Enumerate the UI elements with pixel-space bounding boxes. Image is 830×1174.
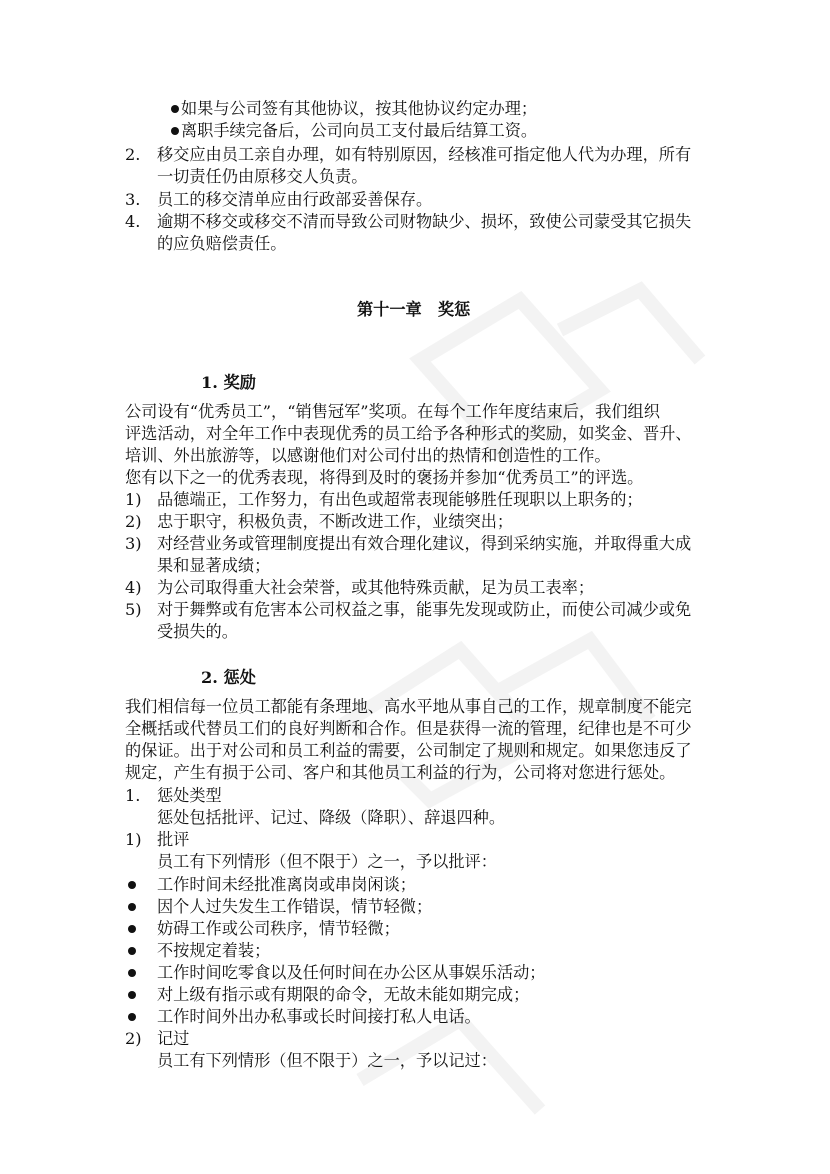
punish-intro-line-2: 全概括或代替员工们的良好判断和合作。但是获得一流的管理，纪律也是不可少 (125, 719, 692, 738)
item-number: 3. (125, 190, 141, 209)
cont-item-4-line-1: 逾期不移交或移交不清而导致公司财物缺少、损坏，致使公司蒙受其它损失 (157, 212, 692, 231)
item-number: 2) (125, 1029, 142, 1048)
bullet-dot-icon (171, 105, 179, 113)
item-number: 2. (125, 145, 141, 164)
punish-intro-line-4: 规定，产生有损于公司、客户和其他员工利益的行为，公司将对您进行惩处。 (125, 763, 676, 782)
criticism-desc: 员工有下列情形（但不限于）之一，予以批评： (157, 852, 497, 871)
bullet-dot-icon (128, 991, 136, 999)
reward-item-4: 为公司取得重大社会荣誉，或其他特殊贡献，足为员工表率； (157, 578, 595, 597)
cont-item-2-line-2: 一切责任仍由原移交人负责。 (157, 167, 368, 186)
bullet-dot-icon (128, 881, 136, 889)
item-number: 1) (125, 490, 142, 509)
reward-intro-line-2: 评选活动，对全年工作中表现优秀的员工给予各种形式的奖励，如奖金、晋升、 (125, 424, 692, 443)
criticism-bullet-5: 工作时间吃零食以及任何时间在办公区从事娱乐活动； (157, 963, 546, 982)
item-number: 4) (125, 578, 142, 597)
reward-heading: 1. 奖励 (201, 373, 256, 392)
criticism-bullet-7: 工作时间外出办私事或长时间接打私人电话。 (157, 1007, 481, 1026)
punish-types-desc: 惩处包括批评、记过、降级（降职）、辞退四种。 (157, 808, 506, 827)
bullet-dot-icon (171, 127, 179, 135)
item-number: 4. (125, 212, 141, 231)
item-number: 5) (125, 600, 142, 619)
reward-item-2: 忠于职守，积极负责，不断改进工作，业绩突出； (157, 512, 514, 531)
bullet-dot-icon (128, 947, 136, 955)
item-number: 1. (125, 786, 141, 805)
punish-intro-line-3: 的保证。出于对公司和员工利益的需要，公司制定了规则和规定。如果您违反了 (125, 741, 692, 760)
criticism-bullet-6: 对上级有指示或有期限的命令，无故未能如期完成； (157, 985, 530, 1004)
punish-types-title: 惩处类型 (157, 786, 222, 805)
reward-intro-line-1: 公司设有“优秀员工”，“销售冠军”奖项。在每个工作年度结束后，我们组织 (125, 402, 660, 421)
criticism-bullet-2: 因个人过失发生工作错误，情节轻微； (157, 897, 433, 916)
reward-item-3-line-2: 果和显著成绩； (157, 556, 271, 575)
demerit-desc: 员工有下列情形（但不限于）之一，予以记过： (157, 1051, 497, 1070)
demerit-title: 记过 (157, 1029, 190, 1048)
punish-heading: 2. 惩处 (201, 668, 256, 687)
reward-intro-line-4: 您有以下之一的优秀表现，将得到及时的褒扬并参加“优秀员工”的评选。 (125, 468, 644, 487)
cont-bullet-1: 如果与公司签有其他协议，按其他协议约定办理； (181, 99, 538, 118)
criticism-bullet-1: 工作时间未经批准离岗或串岗闲谈； (157, 875, 416, 894)
bullet-dot-icon (128, 925, 136, 933)
item-number: 2) (125, 512, 142, 531)
cont-bullet-2: 离职手续完备后，公司向员工支付最后结算工资。 (181, 121, 538, 140)
reward-intro-line-3: 培训、外出旅游等，以感谢他们对公司付出的热情和创造性的工作。 (125, 446, 611, 465)
cont-item-3-line-1: 员工的移交清单应由行政部妥善保存。 (157, 190, 433, 209)
bullet-dot-icon (128, 903, 136, 911)
item-number: 1) (125, 830, 142, 849)
bullet-dot-icon (128, 969, 136, 977)
reward-item-3-line-1: 对经营业务或管理制度提出有效合理化建议，得到采纳实施，并取得重大成 (157, 534, 692, 553)
criticism-bullet-3: 妨碍工作或公司秩序，情节轻微； (157, 919, 400, 938)
cont-item-2-line-1: 移交应由员工亲自办理，如有特别原因，经核准可指定他人代为办理，所有 (157, 145, 692, 164)
bullet-dot-icon (128, 1013, 136, 1021)
reward-item-5-line-2: 受损失的。 (157, 622, 238, 641)
criticism-title: 批评 (157, 830, 190, 849)
cont-item-4-line-2: 的应负赔偿责任。 (157, 234, 287, 253)
punish-intro-line-1: 我们相信每一位员工都能有条理地、高水平地从事自己的工作，规章制度不能完 (125, 697, 692, 716)
reward-item-5-line-1: 对于舞弊或有危害本公司权益之事，能事先发现或防止，而使公司减少或免 (157, 600, 692, 619)
criticism-bullet-4: 不按规定着装； (157, 941, 271, 960)
reward-item-1: 品德端正，工作努力，有出色或超常表现能够胜任现职以上职务的； (157, 490, 643, 509)
item-number: 3) (125, 534, 142, 553)
chapter-title: 第十一章 奖惩 (357, 300, 471, 319)
